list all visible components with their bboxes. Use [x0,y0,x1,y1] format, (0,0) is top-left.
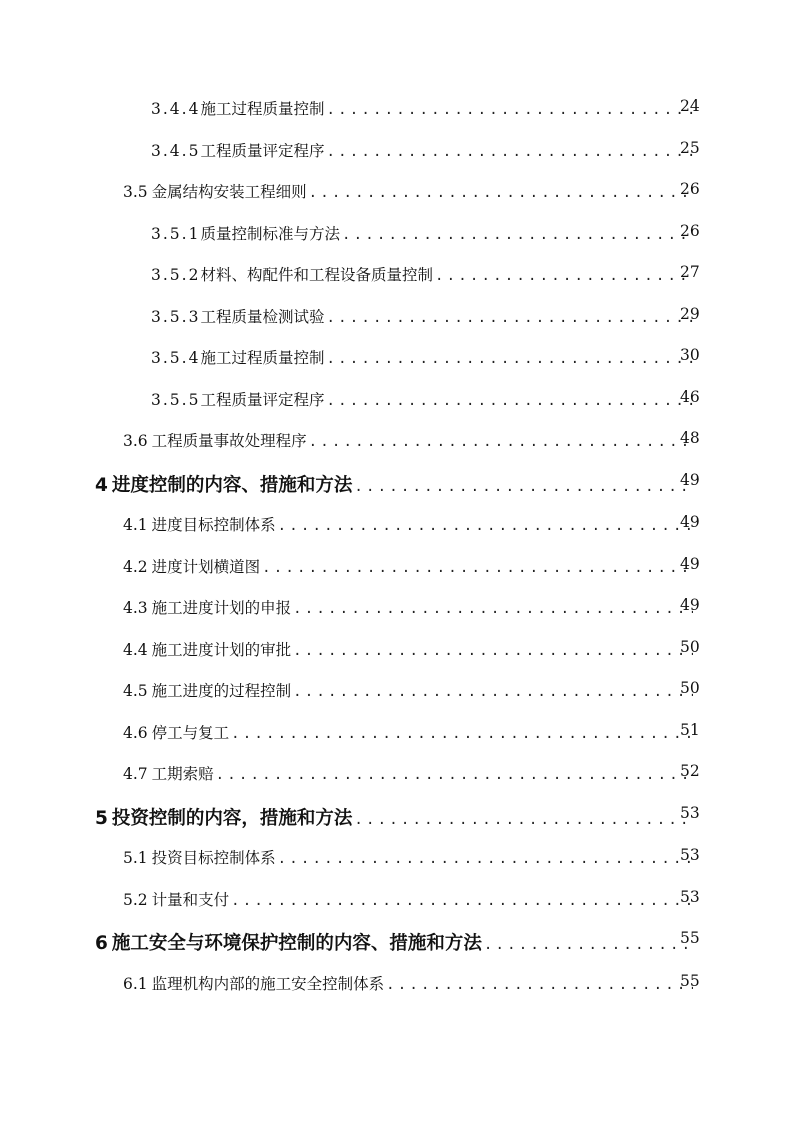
toc-dot-leader [293,684,693,700]
toc-entry-title: 投资目标控制体系 [151,849,276,867]
toc-entry[interactable] [0,222,699,264]
toc-entry-page: 53 [680,846,700,864]
toc-entry-page: 29 [680,304,700,323]
toc-entry-page: 49 [680,470,700,489]
toc-entry-number: 4 [95,474,108,496]
toc-entry-number: 3.4.4 [151,100,201,118]
toc-dot-leader [216,767,693,783]
toc-entry-number: 4.7 [123,765,148,783]
toc-entry-title: 工程质量事故处理程序 [151,432,307,450]
toc-entry-title: 监理机构内部的施工安全控制体系 [151,974,385,993]
toc-entry-page: 51 [680,720,700,739]
toc-entry-title: 施工进度计划的申报 [151,599,292,617]
toc-dot-leader [342,227,693,243]
toc-entry-page: 26 [680,221,700,240]
toc-entry-number: 6.1 [123,974,148,993]
toc-entry-number: 4.1 [123,516,148,534]
toc-dot-leader [326,351,693,367]
toc-dot-leader [354,479,693,495]
toc-dot-leader [309,434,693,450]
toc-entry-page: 53 [680,803,700,822]
toc-entry-number: 4.6 [123,723,148,742]
toc-dot-leader [231,726,693,742]
toc-entry-number: 3.5 [123,183,148,201]
toc-entry-page: 25 [680,138,700,157]
toc-dot-leader [484,937,693,953]
toc-entry-title: 施工进度计划的审批 [151,640,292,659]
toc-entry-page: 27 [680,263,700,281]
toc-entry[interactable] [0,346,699,388]
toc-entry-title: 进度计划横道图 [151,557,261,576]
toc-entry-page: 55 [680,971,700,990]
toc-entry-number: 6 [95,933,108,954]
toc-dot-leader [231,893,693,909]
toc-entry[interactable] [0,721,699,763]
toc-entry[interactable] [0,679,699,721]
toc-entry-title: 工程质量评定程序 [200,390,325,409]
toc-entry[interactable] [0,846,699,888]
toc-entry[interactable] [0,972,699,1014]
toc-entry[interactable] [0,180,699,222]
toc-entry-title: 材料、构配件和工程设备质量控制 [200,266,433,284]
toc-entry-title: 施工进度的过程控制 [151,682,292,700]
toc-entry[interactable] [0,388,699,430]
toc-entry-number: 3.5.3 [151,307,201,326]
toc-entry-title: 工程质量检测试验 [200,307,325,326]
toc-dot-leader [262,560,693,576]
toc-entry-page: 30 [680,346,700,364]
toc-entry-page: 50 [680,637,700,656]
toc-entry-title: 金属结构安装工程细则 [151,183,307,201]
toc-entry-number: 4.3 [123,599,148,617]
toc-entry-title: 停工与复工 [151,723,230,742]
toc-dot-leader [309,185,693,201]
toc-entry-title: 工程质量评定程序 [200,141,325,160]
toc-dot-leader [386,977,693,993]
toc-entry-number: 5 [95,807,108,829]
toc-entry-page: 52 [680,762,700,780]
toc-entry[interactable] [0,638,699,680]
toc-entry-number: 3.5.5 [151,390,201,409]
toc-chapter-entry[interactable] [0,804,699,847]
toc-entry-page: 46 [680,387,700,406]
toc-entry-title: 进度控制的内容、措施和方法 [111,474,353,496]
toc-dot-leader [326,144,693,160]
toc-entry-title: 施工过程质量控制 [200,100,325,118]
toc-dot-leader [326,310,693,326]
toc-entry-number: 4.2 [123,557,148,576]
toc-entry-page: 49 [680,596,700,614]
toc-dot-leader [293,601,693,617]
toc-entry-number: 3.5.4 [151,349,201,367]
toc-entry-number: 4.4 [123,640,148,659]
toc-entry-page: 48 [680,429,700,447]
toc-entry[interactable] [0,888,699,930]
toc-entry[interactable] [0,97,699,139]
toc-entry-page: 53 [680,887,700,906]
toc-dot-leader [326,102,693,118]
toc-entry-number: 4.5 [123,682,148,700]
toc-entry[interactable] [0,513,699,555]
toc-dot-leader [435,268,693,284]
toc-entry-page: 26 [680,180,700,198]
toc-entry-page: 50 [680,679,700,697]
toc-entry-number: 3.6 [123,432,148,450]
toc-entry-page: 55 [680,929,700,947]
toc-entry-page: 49 [680,554,700,573]
toc-dot-leader [278,518,693,534]
toc-entry[interactable] [0,596,699,638]
toc-entry-title: 施工过程质量控制 [200,349,325,367]
toc-entry[interactable] [0,762,699,804]
toc-entry[interactable] [0,555,699,597]
toc-entry[interactable] [0,305,699,347]
toc-entry-number: 3.5.1 [151,224,201,243]
toc-entry-number: 5.1 [123,849,148,867]
toc-entry-title: 投资控制的内容，措施和方法 [111,807,353,829]
toc-dot-leader [278,851,693,867]
toc-entry[interactable] [0,263,699,305]
toc-chapter-entry[interactable] [0,929,699,972]
toc-dot-leader [326,393,693,409]
toc-dot-leader [354,812,693,828]
toc-entry[interactable] [0,429,699,471]
toc-entry-number: 3.5.2 [151,266,201,284]
toc-entry-page: 24 [680,97,700,115]
toc-dot-leader [293,643,693,659]
toc-entry-title: 施工安全与环境保护控制的内容、措施和方法 [111,933,482,954]
toc-entry-number: 5.2 [123,890,148,909]
table-of-contents [0,97,794,1013]
toc-entry-page: 49 [680,513,700,531]
toc-entry[interactable] [0,139,699,181]
toc-entry-title: 计量和支付 [151,890,230,909]
toc-entry-title: 进度目标控制体系 [151,516,276,534]
toc-entry-title: 质量控制标准与方法 [200,224,340,243]
toc-entry-number: 3.4.5 [151,141,201,160]
toc-chapter-entry[interactable] [0,471,699,514]
toc-entry-title: 工期索赔 [151,765,214,783]
